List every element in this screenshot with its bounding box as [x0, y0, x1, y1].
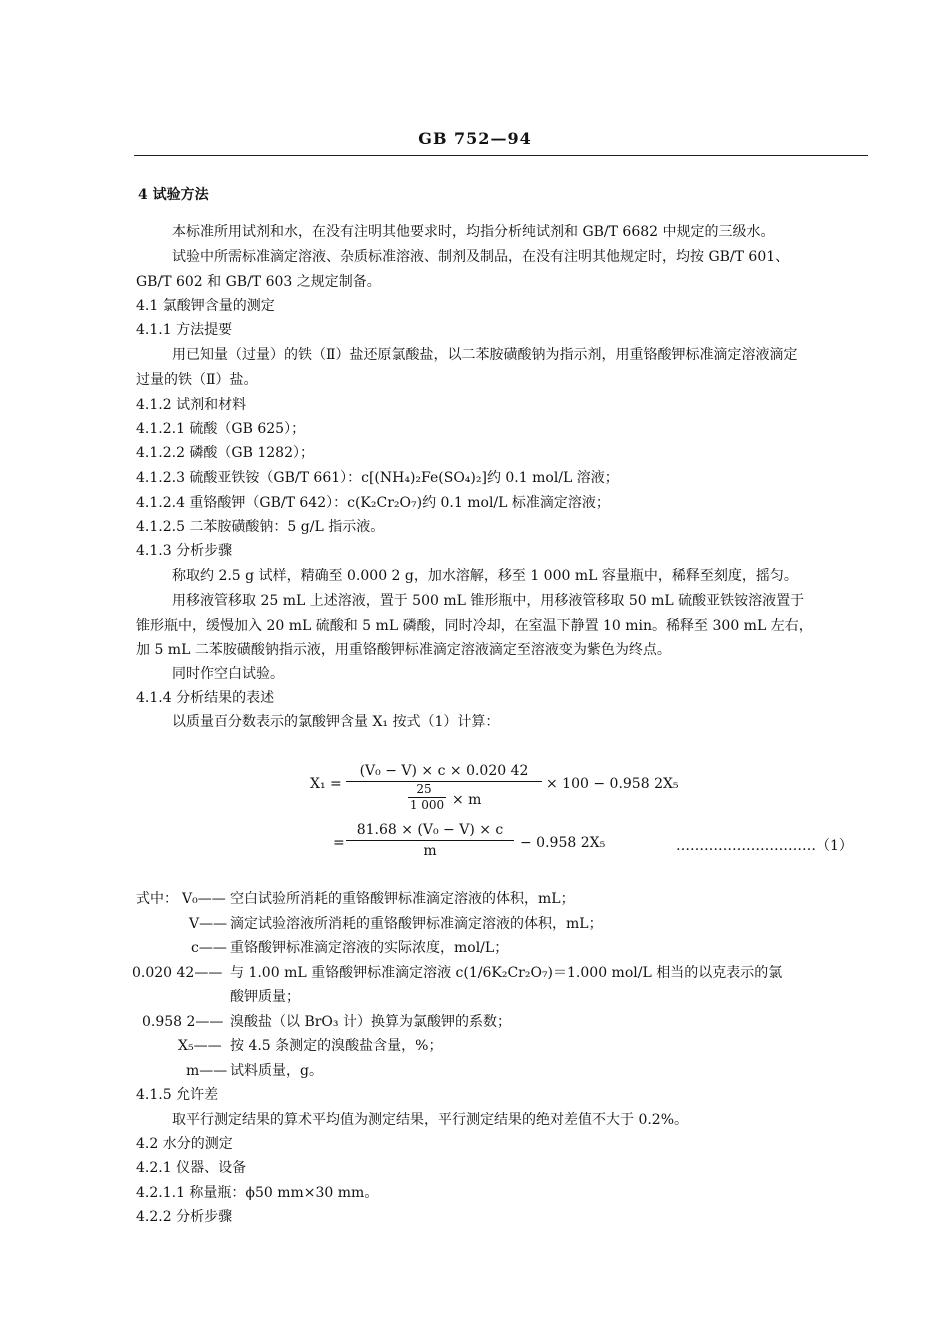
where-label: 式中：	[136, 891, 178, 907]
procedure-paragraph-1: 称取约 2.5 g 试样，精确至 0.000 2 g，加水溶解，移至 1 000 mL 容量瓶中，稀释至刻度，摇匀。	[172, 568, 798, 584]
procedure-paragraph-2-line-2: 锥形瓶中，缓慢加入 20 mL 硫酸和 5 mL 磷酸，同时冷却，在室温下静置 10 min。稀释至 300 mL 左右，	[136, 618, 813, 634]
document-header: GB 752—94	[418, 129, 532, 148]
reagent-item: 4.1.2.3 硫酸亚铁铵（GB/T 661）：c[(NH₄)₂Fe(SO₄)₂]约 0.1 mol/L 溶液；	[136, 470, 619, 486]
section-4-2-2-heading: 4.2.2 分析步骤	[136, 1209, 233, 1225]
formula-numerator-1: (V₀ − V) × c × 0.020 42	[359, 763, 529, 779]
formula-inner-numerator: 25	[416, 782, 432, 796]
section-4-2-title: 4.2 水分的测定	[136, 1136, 233, 1152]
formula-equation-label: …………………………（1）	[676, 838, 853, 854]
formula-numerator-2: 81.68 × (V₀ − V) × c	[356, 822, 504, 838]
definition-text: 按 4.5 条测定的溴酸盐含量，%；	[230, 1038, 443, 1054]
definition-symbol: 0.020 42——	[132, 965, 223, 981]
reagent-item: 4.1.2.1 硫酸（GB 625）；	[136, 421, 306, 437]
tolerance-text: 取平行测定结果的算术平均值为测定结果，平行测定结果的绝对差值不大于 0.2%。	[172, 1112, 689, 1128]
section-4-2-1-heading: 4.2.1 仪器、设备	[136, 1160, 247, 1176]
definition-text: 重铬酸钾标准滴定溶液的实际浓度，mol/L；	[230, 940, 509, 956]
procedure-paragraph-2-line-1: 用移液管移取 25 mL 上述溶液，置于 500 mL 锥形瓶中，用移液管移取 50 mL 硫酸亚铁铵溶液置于	[172, 593, 805, 609]
definition-text-continued: 酸钾质量；	[230, 989, 300, 1005]
definition-symbol: 0.958 2——	[142, 1014, 224, 1030]
section-4-1-5-heading: 4.1.5 允许差	[136, 1087, 219, 1103]
formula-tail-2: − 0.958 2X₅	[520, 835, 606, 851]
definition-symbol: m——	[186, 1063, 228, 1079]
header-rule	[134, 155, 868, 156]
section-4-1-2-heading: 4.1.2 试剂和材料	[136, 397, 247, 413]
definition-symbol: X₅——	[178, 1038, 222, 1054]
section-4-1-1-heading: 4.1.1 方法提要	[136, 322, 233, 338]
section-4-1-3-heading: 4.1.3 分析步骤	[136, 543, 233, 559]
section-4-1-title: 4.1 氯酸钾含量的测定	[136, 298, 275, 314]
section-4-1-4-heading: 4.1.4 分析结果的表述	[136, 690, 275, 706]
formula-fraction-bar-2	[346, 840, 514, 841]
definition-symbol: V₀——	[182, 891, 226, 907]
calculation-intro: 以质量百分数表示的氯酸钾含量 X₁ 按式（1）计算：	[172, 714, 500, 730]
definition-text: 空白试验所消耗的重铬酸钾标准滴定溶液的体积，mL；	[230, 891, 575, 907]
definition-text: 试料质量，g。	[230, 1063, 323, 1079]
definition-symbol: V——	[189, 916, 228, 932]
reagent-item: 4.1.2.2 磷酸（GB 1282）；	[136, 445, 314, 461]
formula-denominator-tail: × m	[452, 792, 482, 808]
procedure-paragraph-2-line-3: 加 5 mL 二苯胺磺酸钠指示液，用重铬酸钾标准滴定溶液滴定至溶液变为紫色为终点。	[136, 642, 671, 658]
intro-paragraph-2-line-1: 试验中所需标准滴定溶液、杂质标准溶液、制剂及制品，在没有注明其他规定时，均按 GB/T 601、	[172, 249, 790, 265]
definition-text: 溴酸盐（以 BrO₃ 计）换算为氯酸钾的系数；	[230, 1014, 511, 1030]
definition-text: 滴定试验溶液所消耗的重铬酸钾标准滴定溶液的体积，mL；	[230, 916, 603, 932]
intro-paragraph-1: 本标准所用试剂和水，在没有注明其他要求时，均指分析纯试剂和 GB/T 6682 中规定的三级水。	[172, 224, 775, 240]
procedure-paragraph-3: 同时作空白试验。	[172, 666, 284, 682]
formula-inner-denominator: 1 000	[409, 798, 445, 812]
section-4-2-1-1-item: 4.2.1.1 称量瓶：ϕ50 mm×30 mm。	[136, 1185, 379, 1201]
intro-paragraph-2-line-2: GB/T 602 和 GB/T 603 之规定制备。	[136, 274, 381, 290]
formula-denominator-2: m	[423, 843, 437, 859]
principle-line-1: 用已知量（过量）的铁（Ⅱ）盐还原氯酸盐，以二苯胺磺酸钠为指示剂，用重铬酸钾标准滴定溶液滴定	[172, 347, 798, 363]
reagent-item: 4.1.2.5 二苯胺磺酸钠：5 g/L 指示液。	[136, 519, 385, 535]
formula-tail-1: × 100 − 0.958 2X₅	[546, 776, 679, 792]
reagent-item: 4.1.2.4 重铬酸钾（GB/T 642）：c(K₂Cr₂O₇)约 0.1 mol/L 标准滴定溶液；	[136, 495, 610, 511]
formula-lhs: X₁ =	[310, 776, 342, 792]
section-4-heading: 4 试验方法	[138, 187, 209, 203]
formula-equals-2: =	[333, 835, 345, 851]
definition-text: 与 1.00 mL 重铬酸钾标准滴定溶液 c(1/6K₂Cr₂O₇)＝1.000 mol/L 相当的以克表示的氯	[230, 965, 783, 981]
formula-fraction-bar-1	[346, 781, 542, 782]
definition-symbol: c——	[191, 940, 227, 956]
principle-line-2: 过量的铁（Ⅱ）盐。	[136, 372, 258, 388]
